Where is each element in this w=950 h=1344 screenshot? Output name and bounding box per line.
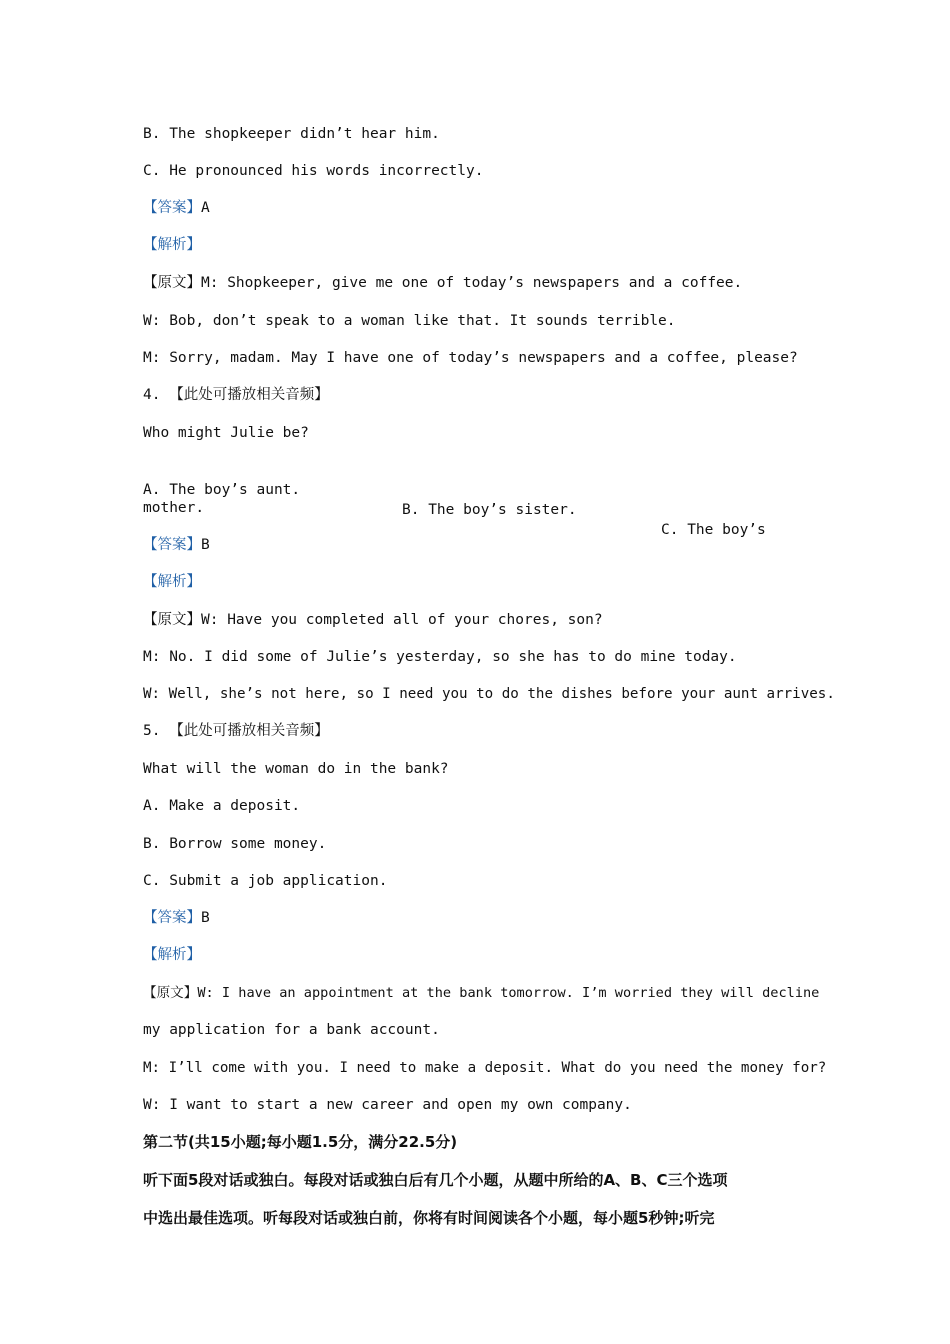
q5-transcript-line-2: M: I’ll come with you. I need to make a deposit. What do you need the money for?	[143, 1060, 827, 1076]
transcript-text: M: Shopkeeper, give me one of today’s newspapers and a coffee.	[201, 275, 743, 291]
q4-transcript-line-2: M: No. I did some of Julie’s yesterday, so she has to do mine today.	[143, 649, 737, 665]
q4-header	[143, 385, 329, 405]
q4-option-a: A. The boy’s aunt.	[143, 482, 301, 498]
q5-analysis	[143, 945, 201, 965]
audio-placeholder: 【此处可播放相关音频】	[169, 723, 329, 739]
analysis-tag: 【解析】	[143, 947, 201, 963]
q5-transcript-line-3: W: I want to start a new career and open my own company.	[143, 1097, 632, 1113]
q3-option-c: C. He pronounced his words incorrectly.	[143, 163, 484, 179]
answer-value: A	[201, 200, 210, 216]
q5-question: What will the woman do in the bank?	[143, 761, 449, 777]
q5-transcript-line-1b: my application for a bank account.	[143, 1022, 440, 1038]
q4-transcript-line-1	[143, 610, 603, 630]
q5-transcript-line-1	[143, 983, 819, 1003]
q3-transcript-line-2: W: Bob, don’t speak to a woman like that. It sounds terrible.	[143, 313, 676, 329]
audio-placeholder: 【此处可播放相关音频】	[169, 387, 329, 403]
section-title: 第二节(共15小题;每小题1.5分，满分22.5分)	[143, 1133, 458, 1151]
q4-options	[143, 460, 803, 560]
q3-option-b: B. The shopkeeper didn’t hear him.	[143, 126, 440, 142]
analysis-tag: 【解析】	[143, 574, 201, 590]
answer-tag: 【答案】	[143, 200, 201, 216]
transcript-text: W: I have an appointment at the bank tomorrow. I’m worried they will decline	[197, 985, 820, 1001]
q4-transcript-line-3: W: Well, she’s not here, so I need you to do the dishes before your aunt arrives.	[143, 686, 835, 702]
question-number: 5.	[143, 723, 161, 739]
answer-tag: 【答案】	[143, 537, 201, 553]
q3-answer	[143, 198, 210, 218]
q5-header	[143, 721, 329, 741]
q3-analysis	[143, 235, 201, 255]
section-instructions-line-1: 听下面5段对话或独白。每段对话或独白后有几个小题，从题中所给的A、B、C三个选项	[143, 1171, 728, 1189]
q4-option-c-continued: mother.	[143, 500, 205, 516]
transcript-tag: 【原文】	[143, 275, 201, 291]
answer-value: B	[201, 910, 210, 926]
q5-option-a: A. Make a deposit.	[143, 798, 301, 814]
q4-option-b: B. The boy’s sister.	[402, 502, 577, 518]
transcript-text: W: Have you completed all of your chores, son?	[201, 612, 603, 628]
question-number: 4.	[143, 387, 161, 403]
answer-tag: 【答案】	[143, 910, 201, 926]
q5-option-b: B. Borrow some money.	[143, 836, 327, 852]
transcript-tag: 【原文】	[143, 985, 198, 1001]
transcript-tag: 【原文】	[143, 612, 201, 628]
answer-value: B	[201, 537, 210, 553]
q5-answer	[143, 908, 210, 928]
analysis-tag: 【解析】	[143, 237, 201, 253]
q5-option-c: C. Submit a job application.	[143, 873, 388, 889]
section-instructions-line-2: 中选出最佳选项。听每段对话或独白前，你将有时间阅读各个小题，每小题5秒钟;听完	[143, 1209, 715, 1227]
q3-transcript-line-1	[143, 273, 742, 293]
q4-option-c: C. The boy’s	[661, 522, 766, 538]
q3-transcript-line-3: M: Sorry, madam. May I have one of today’s newspapers and a coffee, please?	[143, 350, 798, 366]
q4-question: Who might Julie be?	[143, 425, 309, 441]
q4-answer	[143, 535, 210, 555]
q4-analysis	[143, 572, 201, 592]
